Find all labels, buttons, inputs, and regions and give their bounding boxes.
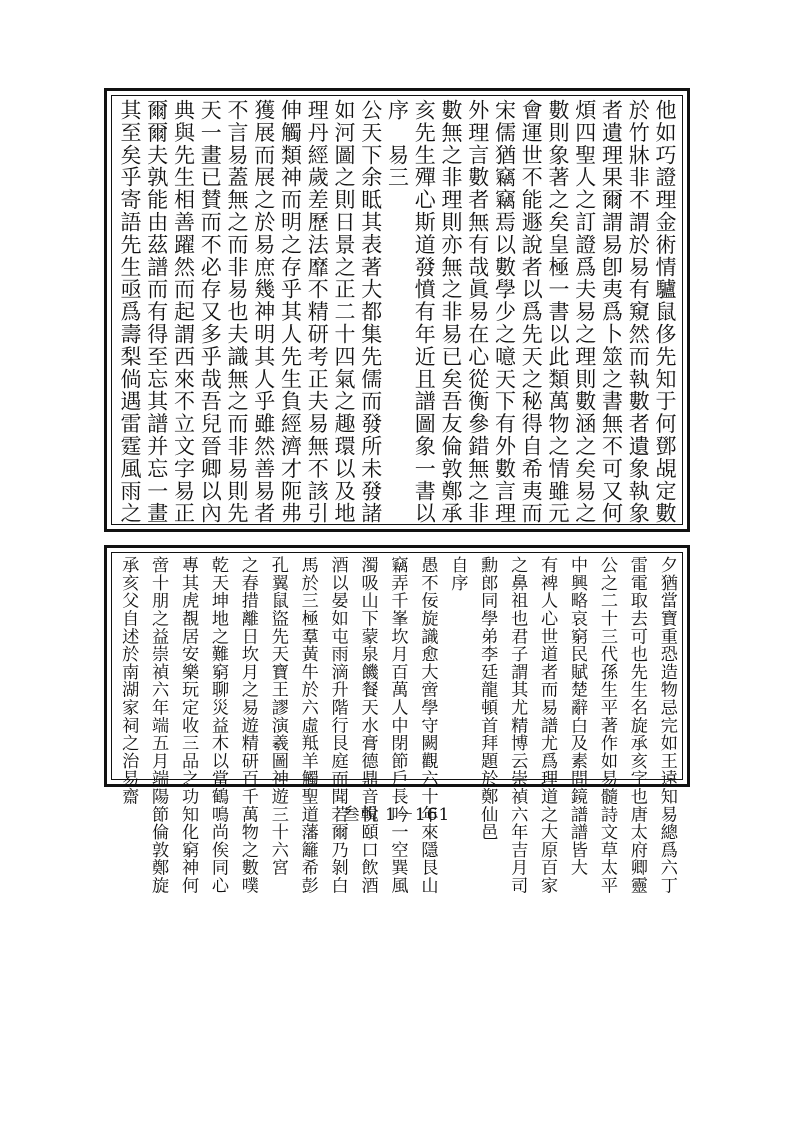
- text-column: 於竹牀非不謂於易有窺然而執數者遺象執象: [626, 99, 651, 525]
- text-column: 其至矣乎寄語先生亟爲壽梨倘遇雷霆風雨之: [118, 99, 142, 525]
- text-column: 專其虎覩居安樂玩定收三品之功知化窮神何: [178, 556, 199, 895]
- text-column: 如河圖之則日景之正二十四氣之趣環以及地: [332, 99, 356, 525]
- text-column: 竊弄千峯坎月百萬人中閉節戶長吟一空巽風: [387, 556, 408, 895]
- text-column: 數則象著之矣皇極一書以此類萬物之情雖元: [546, 99, 570, 525]
- text-column: 理丹經歲差歷法靡不精研考正夫易無不該引: [305, 99, 330, 525]
- preface-text-block: [104, 88, 690, 532]
- text-column: 之春措離日坎月之易遊精研百千萬物之數噗: [237, 556, 258, 895]
- text-column: 公天下余眡其表著大都集先儒而發所未發諸: [358, 99, 383, 525]
- text-column: 典與先生相善躍然而起謂西來不立文字易正: [171, 99, 196, 525]
- text-column: 亥先生殫心斯道發憤有年近且譜圖象一書以: [412, 99, 437, 525]
- text-column: 馬於三極羣黃牛於六虛羝羊觸聖道藩籬希彭: [297, 556, 318, 895]
- text-column: 濁吸山下蒙泉饑餐天水膏德鼎音悅頤口飲酒: [357, 556, 378, 895]
- text-column: 煩四聖人之訂證爲夫易之理則數涵之矣易之: [572, 99, 597, 525]
- text-column: 爾爾夫孰能由茲譜而有得至忘其譜并忘一畫: [144, 99, 169, 525]
- text-column: 酒以晏如屯雨滴升階行艮庭而聞若爾乃剝白: [327, 556, 348, 895]
- text-column: 獲展而展之於易庶幾神明其人乎雖然善易者: [251, 99, 276, 525]
- preface-columns: [118, 99, 677, 525]
- text-column: 之鼻祖也君子謂其尤精博云崇禎六年吉月司: [507, 556, 528, 895]
- text-column: 夕猶當寶重恐造物忌完如王遠知易總爲六丁: [656, 556, 677, 895]
- text-column: 宋儒猶竊竊焉以數學少之噫天下有外數言理: [492, 99, 517, 525]
- section-heading-column: 自序: [447, 556, 468, 592]
- text-column: 雷電取去可也先生名旋承亥字也唐太府卿靈: [626, 556, 647, 895]
- text-column: 有裨人心世道者而易譜尤爲理道之大原百家: [537, 556, 558, 895]
- text-column: 外理言數者無有哉眞易在心從衡參錯無之非: [465, 99, 490, 525]
- fold-label-column: 序 易三: [385, 99, 410, 189]
- text-column: 不言易蓋無之而非易也夫識無之而非易則先: [225, 99, 249, 525]
- page-number: 叁輯 1－161: [342, 805, 451, 825]
- text-column: 公之二十三代孫生平著作如易髓詩文草太平: [596, 556, 617, 895]
- text-column: 孔翼鼠盜先天寶王謬演羲圖神遊三十六宮: [267, 556, 288, 877]
- text-column: 天一畫已賛而不必存又多乎哉吾兒晉卿以內: [198, 99, 223, 525]
- text-column: 勳郎同學弟李廷龍頓首拜題於鄭仙邑: [477, 556, 498, 841]
- text-column: 中興略哀窮民賦楚辭白及素問鏡譜譜皆大: [567, 556, 588, 877]
- text-column: 愚不佞旋識愈大啻學守闕觀六十年來隱艮山: [417, 556, 438, 895]
- text-column: 啻十朋之益崇禎六年端五月端陽節倫敦鄭旋: [148, 556, 169, 895]
- text-column: 伸觸類神而明之存乎其人先生負經濟才阨弗: [278, 99, 303, 525]
- text-column: 者遺理果爾謂易卽夷爲卜筮之書無不可又何: [599, 99, 624, 525]
- text-column: 承亥父自述於南湖家祠之治易齋: [118, 556, 139, 806]
- text-column: 會運世不能遯說者以爲先天之秘得自希夷而: [519, 99, 544, 525]
- text-column: 他如巧證理金術情驢鼠侈先知于何鄧覘定數: [653, 99, 677, 525]
- text-column: 數無之非理則亦無之非易已矣吾友倫敦鄭承: [439, 99, 463, 525]
- text-column: 乾天坤地之難窮聊災益木以當鶴鳴尚俟同心: [207, 556, 228, 895]
